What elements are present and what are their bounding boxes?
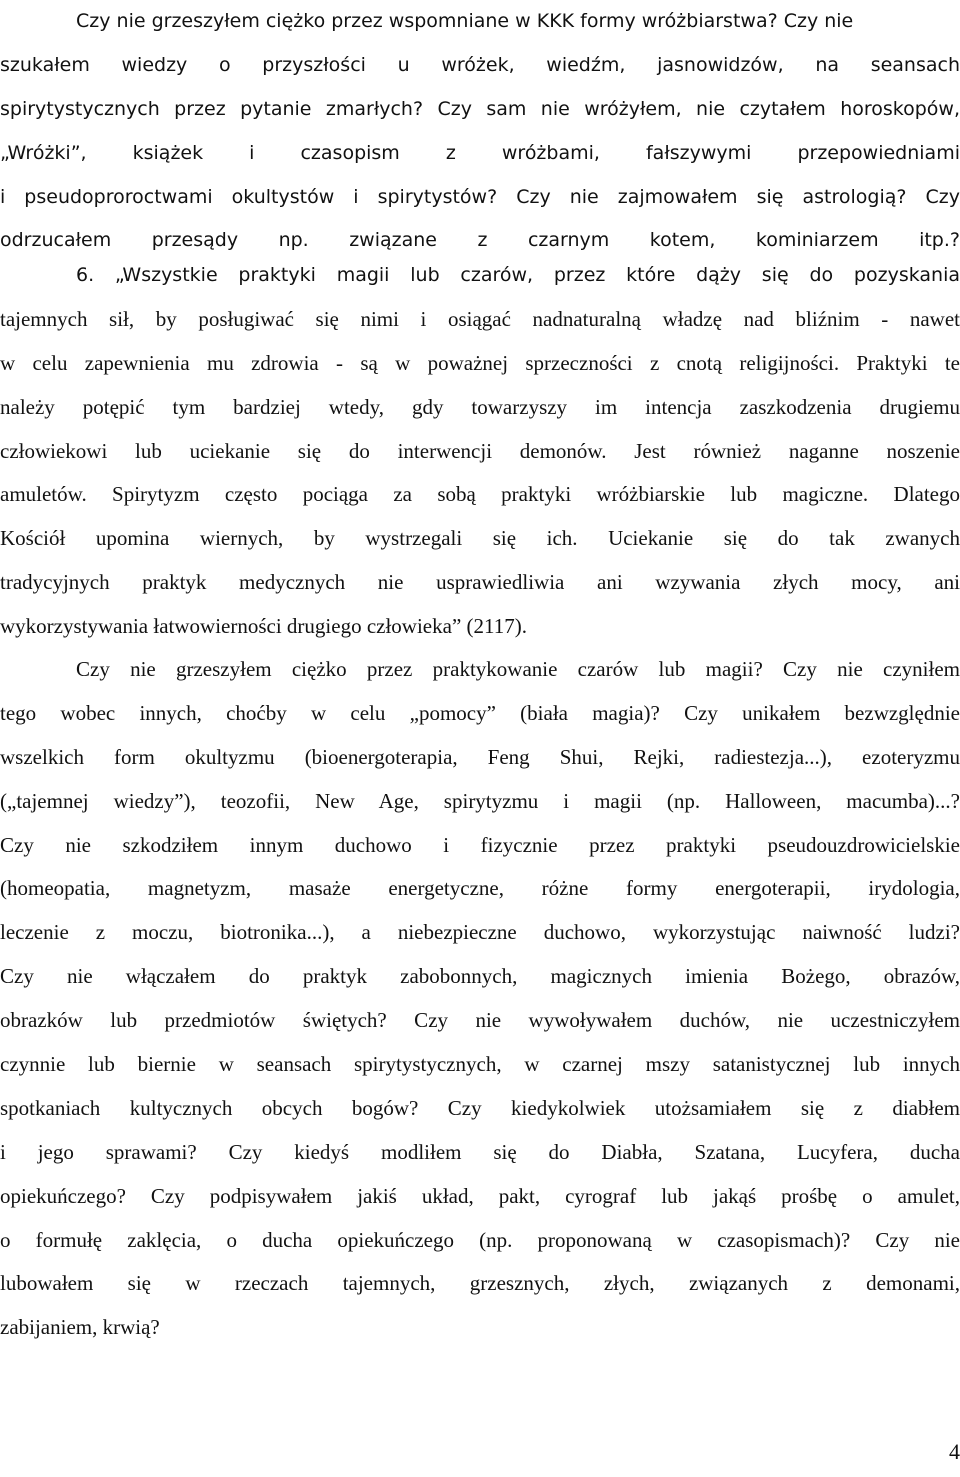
text-line: 6. „Wszystkie praktyki magii lub czarów, przez które dąży się do pozyskania [76,264,960,286]
text-line: spirytystycznych przez pytanie zmarłych? Czy sam nie wróżyłem, nie czytałem horoskopów, [0,97,960,120]
text-line: należy potępić tym bardziej wtedy, gdy towarzyszy im intencja zaszkodzenia drugiemu [0,394,960,419]
paragraph-divination [0,0,960,263]
text-line: spotkaniach kultycznych obcych bogów? Czy kiedykolwiek utożsamiałem się z diabłem [0,1095,960,1120]
text-line: w celu zapewnienia mu zdrowia - są w poważnej sprzeczności z cnotą religijności. Praktyki te [0,350,960,375]
text-line: Czy nie grzeszyłem ciężko przez wspomniane w KKK formy wróżbiarstwa? Czy nie [76,10,854,32]
text-line: „Wróżki”, książek i czasopism z wróżbami, fałszywymi przepowiedniami [0,141,960,164]
text-line: czynnie lub biernie w seansach spirytystycznych, w czarnej mszy satanistycznej lub innych [0,1052,960,1077]
text-line: Czy nie włączałem do praktyk zabobonnych, magicznych imienia Bożego, obrazów, [0,964,960,989]
text-line: opiekuńczego? Czy podpisywałem jakiś układ, pakt, cyrograf lub jakąś prośbę o amulet, [0,1183,960,1208]
text-line: amuletów. Spirytyzm często pociąga za sobą praktyki wróżbiarskie lub magiczne. Dlatego [0,482,960,507]
text-line: i pseudoproroctwami okultystów i spirytystów? Czy nie zajmowałem się astrologią? Czy [0,185,960,208]
text-line: szukałem wiedzy o przyszłości u wróżek, wiedźm, jasnowidzów, na seansach [0,53,960,76]
text-line: (homeopatia, magnetyzm, masaże energetyczne, różne formy energoterapii, irydologia, [0,876,960,901]
text-line: tradycyjnych praktyk medycznych nie usprawiedliwia ani wzywania złych mocy, ani [0,570,960,595]
page-number: 4 [949,1439,960,1464]
text-line: obrazków lub przedmiotów świętych? Czy nie wywoływałem duchów, nie uczestniczyłem [0,1008,960,1033]
paragraph-occult-questions [0,648,960,1350]
text-line: („tajemnej wiedzy”), teozofii, New Age, spirytyzmu i magii (np. Halloween, macumba)...? [0,788,960,813]
text-line: lubowałem się w rzeczach tajemnych, grzesznych, złych, związanych z demonami, [0,1271,960,1296]
paragraph-magic-quote [0,254,960,649]
text-line: wszelkich form okultyzmu (bioenergoterapia, Feng Shui, Rejki, radiestezja...), ezoteryzmu [0,744,960,769]
text-line: człowiekowi lub uciekanie się do interwencji demonów. Jest również naganne noszenie [0,438,960,463]
text-line: odrzucałem przesądy np. związane z czarnym kotem, kominiarzem itp.? [0,229,960,252]
text-line: Czy nie szkodziłem innym duchowo i fizycznie przez praktyki pseudouzdrowicielskie [0,832,960,857]
text-line: tego wobec innych, choćby w celu „pomocy” (biała magia)? Czy unikałem bezwzględnie [0,700,960,725]
text-line: Czy nie grzeszyłem ciężko przez praktykowanie czarów lub magii? Czy nie czyniłem [76,657,960,681]
text-line: zabijaniem, krwią? [0,1315,160,1340]
text-line: leczenie z moczu, biotronika...), a niebezpieczne duchowo, wykorzystując naiwność ludzi? [0,920,960,945]
text-line: tajemnych sił, by posługiwać się nimi i osiągać nadnaturalną władzę nad bliźnim - nawet [0,306,960,331]
text-line: wykorzystywania łatwowierności drugiego człowieka” (2117). [0,614,527,639]
text-line: i jego sprawami? Czy kiedyś modliłem się do Diabła, Szatana, Lucyfera, ducha [0,1139,960,1164]
text-line: o formułę zaklęcia, o ducha opiekuńczego (np. proponowaną w czasopismach)? Czy nie [0,1227,960,1252]
text-line: Kościół upomina wiernych, by wystrzegali się ich. Uciekanie się do tak zwanych [0,526,960,551]
